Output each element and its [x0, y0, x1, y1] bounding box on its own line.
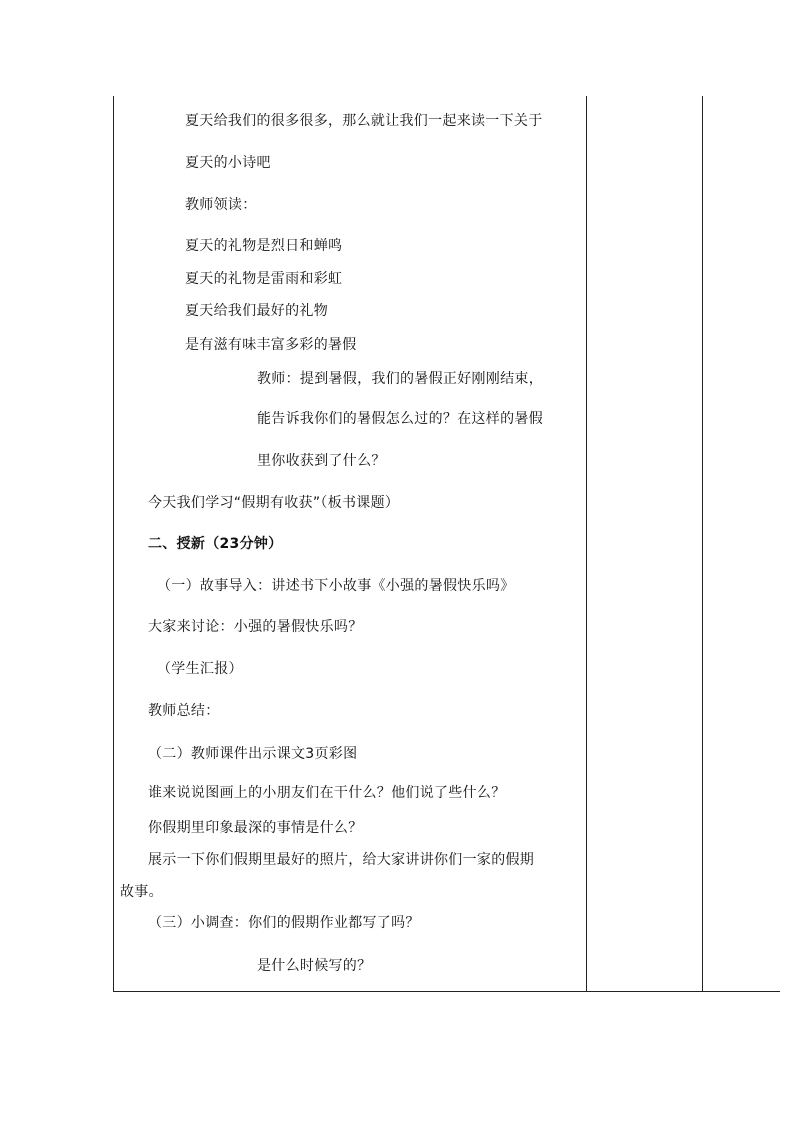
text-line: 你假期里印象最深的事情是什么？	[148, 820, 363, 836]
section-heading: 二、授新（23分钟）	[148, 536, 283, 552]
poem-line: 夏天的礼物是烈日和蝉鸣	[185, 238, 343, 254]
text-line: 大家来讨论：小强的暑假快乐吗？	[148, 619, 363, 635]
text-line: （学生汇报）	[157, 661, 243, 677]
text-line: 是什么时候写的？	[257, 958, 372, 974]
table-right-border	[702, 96, 703, 992]
text-line: 夏天给我们的很多很多，那么就让我们一起来读一下关于	[185, 113, 543, 129]
text-line: 教师领读：	[185, 197, 257, 213]
text-line: （一）故事导入：讲述书下小故事《小强的暑假快乐吗》	[157, 578, 515, 594]
poem-line: 夏天的礼物是雷雨和彩虹	[185, 271, 343, 287]
text-line: 夏天的小诗吧	[185, 155, 271, 171]
text-line: 今天我们学习“假期有收获”（板书课题）	[148, 495, 400, 511]
text-line: （三）小调查：你们的假期作业都写了吗？	[148, 915, 420, 931]
text-line: 展示一下你们假期里最好的照片，给大家讲讲你们一家的假期	[148, 852, 535, 868]
poem-line: 夏天给我们最好的礼物	[185, 303, 328, 319]
text-line: （二）教师课件出示课文3页彩图	[148, 746, 358, 762]
text-line: 教师：提到暑假，我们的暑假正好刚刚结束，	[257, 371, 543, 387]
table-column-divider	[586, 96, 587, 992]
text-line: 教师总结：	[148, 703, 220, 719]
table-left-border	[113, 96, 114, 992]
text-line: 故事。	[120, 884, 163, 900]
text-line: 里你收获到了什么？	[257, 453, 386, 469]
table-bottom-border	[113, 991, 780, 992]
text-line: 谁来说说图画上的小朋友们在干什么？他们说了些什么？	[148, 785, 506, 801]
text-line: 能告诉我你们的暑假怎么过的？在这样的暑假	[257, 411, 543, 427]
poem-line: 是有滋有味丰富多彩的暑假	[185, 337, 357, 353]
